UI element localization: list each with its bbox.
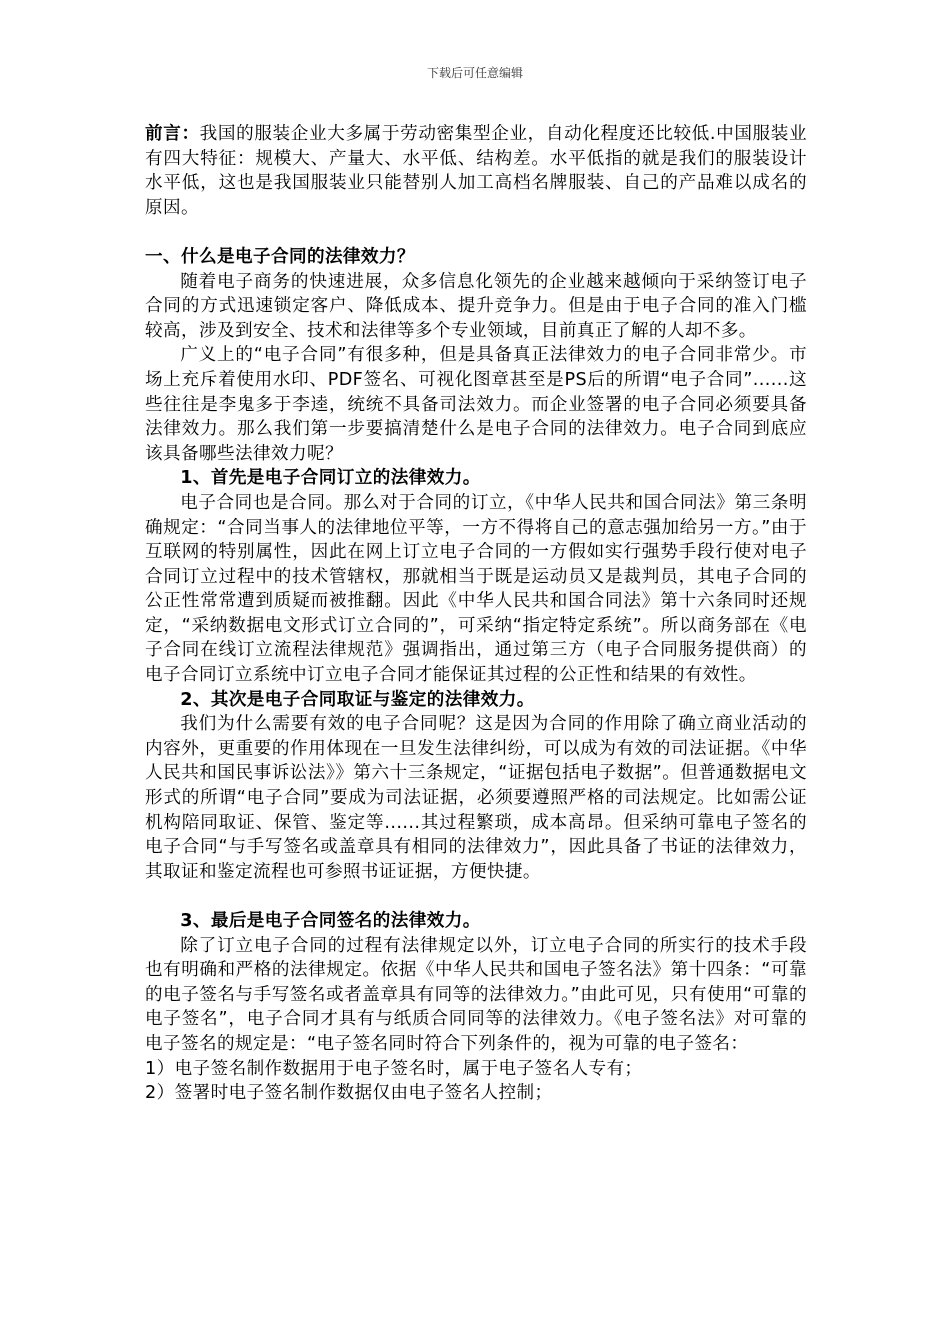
subsection2-paragraph: 我们为什么需要有效的电子合同呢？这是因为合同的作用除了确立商业活动的内容外，更重要的作用体现在一旦发生法律纠纷，可以成为有效的司法证据。《中华人民共和国民事诉讼法》》第六十三条规定，“证据包括电子数据”。但普通数据电文形式的所谓“电子合同”要成为司法证据，必须要遵照严格的司法规定。比如需公证机构陪同取证、保管、鉴定等......其过程繁琐，成本高昂。但采纳可靠电子签名的电子合同“与手写签名或盖章具有相同的法律效力”，因此具备了书证的法律效力，其取证和鉴定流程也可参照书证证据，方便快捷。 [145,714,807,882]
section1-heading: 一、什么是电子合同的法律效力？ [145,246,415,267]
preface-paragraph [145,122,807,220]
subsection1-paragraph: 电子合同也是合同。那么对于合同的订立，《中华人民共和国合同法》第三条明确规定：“合同当事人的法律地位平等，一方不得将自己的意志强加给另一方。”由于互联网的特别属性，因此在网上订立电子合同的一方假如实行强势手段行使对电子合同订立过程中的技术管辖权，那就相当于既是运动员又是裁判员，其电子合同的公正性常常遭到质疑而被推翻。因此《中华人民共和国合同法》第十六条同时还规定，“采纳数据电文形式订立合同的”，可采纳“指定特定系统”。所以商务部在《电子合同在线订立流程法律规范》强调指出，通过第三方（电子合同服务提供商）的电子合同订立系统中订立电子合同才能保证其过程的公正性和结果的有效性。 [145,492,807,686]
subsection3-heading: 3、最后是电子合同签名的法律效力。 [180,911,481,931]
subsection1-heading: 1、首先是电子合同订立的法律效力。 [180,468,481,489]
blank-line [145,884,807,909]
section1-paragraph-1: 随着电子商务的快速进展，众多信息化领先的企业越来越倾向于采纳签订电子合同的方式迅速锁定客户、降低成本、提升竞争力。但是由于电子合同的准入门槛较高，涉及到安全、技术和法律等多个专业领域，目前真正了解的人却不多。 [145,271,807,341]
blank-line [145,220,807,245]
preface-label: 前言： [145,124,200,144]
document-body [145,122,807,1106]
subsection2-heading: 2、其次是电子合同取证与鉴定的法律效力。 [180,689,535,710]
list-item: 1）电子签名制作数据用于电子签名时，属于电子签名人专有； [145,1058,643,1079]
list-item: 2）签署时电子签名制作数据仅由电子签名人控制； [145,1083,553,1104]
section1-paragraph-2: 广义上的“电子合同”有很多种，但是具备真正法律效力的电子合同非常少。市场上充斥着使用水印、PDF签名、可视化图章甚至是PS后的所谓“电子合同”......这些往往是李鬼多于李逵，统统不具备司法效力。而企业签署的电子合同必须要具备法律效力。那么我们第一步要搞清楚什么是电子合同的法律效力。电子合同到底应该具备哪些法律效力呢？ [145,345,807,464]
subsection3-paragraph: 除了订立电子合同的过程有法律规定以外，订立电子合同的所实行的技术手段也有明确和严格的法律规定。依据《中华人民共和国电子签名法》第十四条：“可靠的电子签名与手写签名或者盖章具有同等的法律效力。”由此可见，只有使用“可靠的电子签名”，电子合同才具有与纸质合同同等的法律效力。《电子签名法》对可靠的电子签名的规定是：“电子签名同时符合下列条件的，视为可靠的电子签名： [145,935,807,1054]
page-header: 下载后可任意编辑 [426,66,523,80]
preface-text: 我国的服装企业大多属于劳动密集型企业，自动化程度还比较低.中国服装业有四大特征：规模大、产量大、水平低、结构差。水平低指的就是我们的服装设计水平低，这也是我国服装业只能替别人加工高档名牌服装、自己的产品难以成名的原因。 [145,124,807,218]
